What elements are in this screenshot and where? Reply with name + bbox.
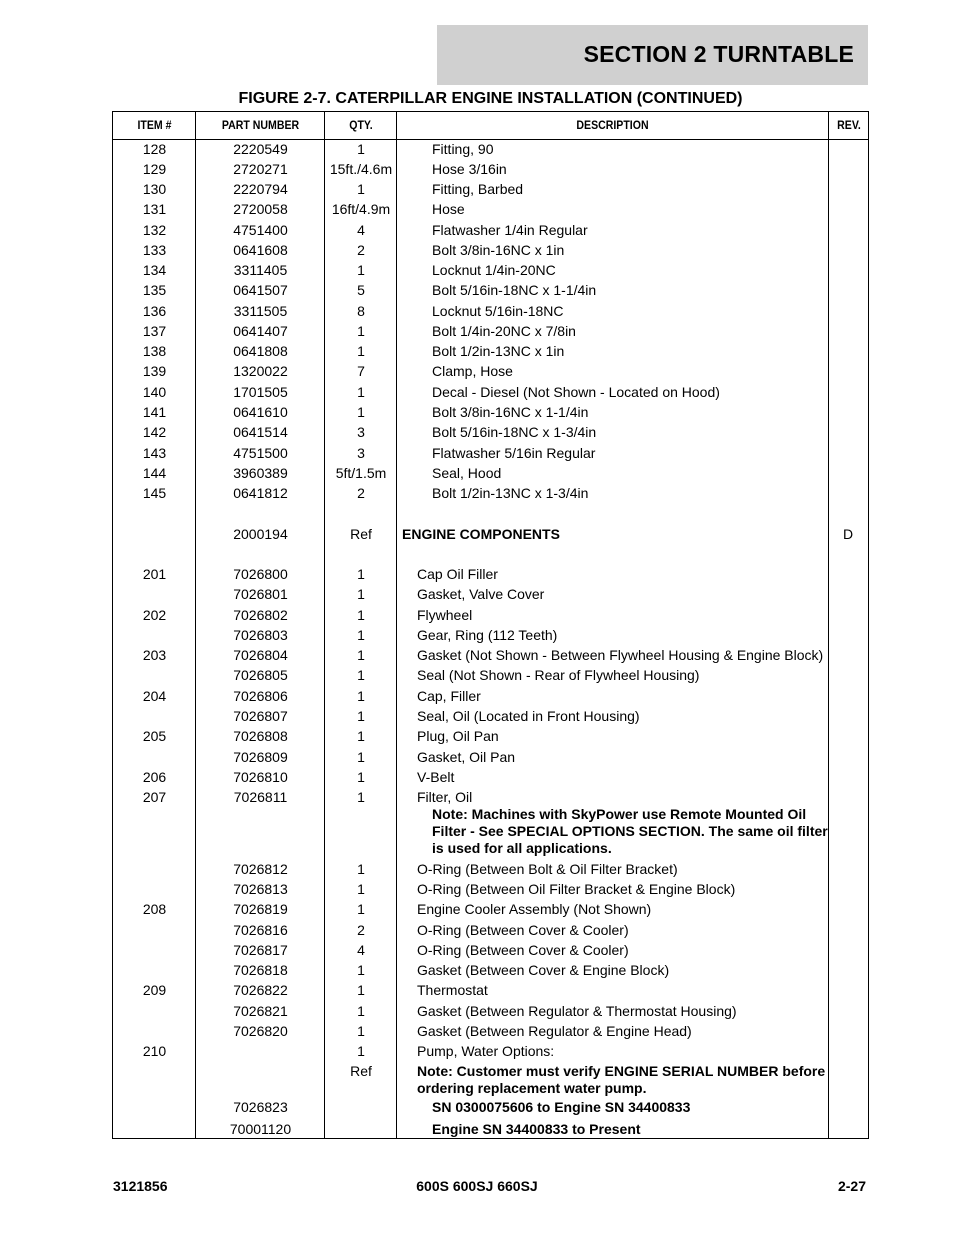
item-cell: 201	[142, 566, 167, 582]
part-number-cell: 7026808	[233, 728, 288, 744]
qty-cell: 7	[357, 363, 365, 379]
description-cell: Fitting, Barbed	[432, 181, 524, 197]
footer-page-number: 2-27	[837, 1178, 866, 1194]
qty-cell: 5ft/1.5m	[335, 465, 387, 481]
part-number-cell: 3311505	[233, 303, 288, 319]
item-cell: 144	[142, 465, 167, 481]
qty-cell: 1	[357, 404, 365, 420]
footer-models: 600S 600SJ 660SJ	[416, 1178, 538, 1194]
item-cell: 205	[142, 728, 167, 744]
description-cell: Cap Oil Filler	[417, 566, 498, 582]
item-cell: 143	[142, 445, 167, 461]
description-cell: Flatwasher 5/16in Regular	[432, 445, 596, 461]
part-number-cell: 7026821	[233, 1003, 288, 1019]
qty-cell: 1	[357, 262, 365, 278]
part-number-cell: 2220794	[233, 181, 288, 197]
col-header-part-number: PART NUMBER	[221, 118, 300, 132]
description-cell: Gasket (Between Cover & Engine Block)	[417, 962, 670, 978]
item-cell: 142	[142, 424, 167, 440]
item-cell: 202	[142, 607, 167, 623]
footer-doc-number: 3121856	[113, 1178, 168, 1194]
description-cell: Seal, Hood	[432, 465, 502, 481]
description-cell: Seal (Not Shown - Rear of Flywheel Housing)	[417, 667, 700, 683]
description-cell: O-Ring (Between Bolt & Oil Filter Bracket)	[417, 861, 678, 877]
qty-cell: 2	[357, 242, 365, 258]
description-cell: O-Ring (Between Oil Filter Bracket & Engine Block)	[417, 881, 736, 897]
description-cell: SN 0300075606 to Engine SN 34400833	[432, 1099, 691, 1115]
item-cell: 145	[142, 485, 167, 501]
qty-cell: 1	[357, 343, 365, 359]
description-cell: Cap, Filler	[417, 688, 481, 704]
description-cell: Note: Customer must verify ENGINE SERIAL NUMBER before ordering replacement water pump.	[417, 1063, 826, 1096]
item-cell: 207	[142, 789, 167, 805]
qty-cell: 4	[357, 942, 365, 958]
part-number-cell: 0641808	[233, 343, 288, 359]
item-cell: 209	[142, 982, 167, 998]
item-cell: 136	[142, 303, 167, 319]
description-cell: Clamp, Hose	[432, 363, 513, 379]
item-cell: 210	[142, 1043, 167, 1059]
col-header-item: ITEM #	[137, 118, 172, 132]
item-cell: 203	[142, 647, 167, 663]
qty-cell: 1	[357, 181, 365, 197]
qty-cell: 1	[357, 962, 365, 978]
part-number-cell: 7026817	[233, 942, 288, 958]
description-cell: Decal - Diesel (Not Shown - Located on Hood)	[432, 384, 720, 400]
description-cell: Note: Machines with SkyPower use Remote Mounted Oil Filter - See SPECIAL OPTIONS SECTION. The same oil filter is used for all applications.	[432, 806, 828, 856]
qty-cell: 8	[357, 303, 365, 319]
part-number-cell: 0641507	[233, 282, 288, 298]
qty-cell: 1	[357, 708, 365, 724]
qty-cell: 1	[357, 566, 365, 582]
description-cell: O-Ring (Between Cover & Cooler)	[417, 922, 629, 938]
qty-cell: 1	[357, 901, 365, 917]
description-cell: V-Belt	[417, 769, 455, 785]
col-header-rev: REV.	[837, 118, 861, 132]
qty-cell: 1	[357, 1023, 365, 1039]
qty-cell: 3	[357, 424, 365, 440]
description-cell: Filter, Oil	[417, 789, 473, 805]
part-number-cell: 7026805	[233, 667, 288, 683]
item-cell: 138	[142, 343, 167, 359]
part-number-cell: 7026820	[233, 1023, 288, 1039]
description-cell: Gear, Ring (112 Teeth)	[417, 627, 558, 643]
qty-cell: Ref	[350, 1063, 372, 1079]
description-cell: Flatwasher 1/4in Regular	[432, 222, 588, 238]
qty-cell: 15ft./4.6m	[329, 161, 393, 177]
item-cell: 132	[142, 222, 167, 238]
item-cell: 134	[142, 262, 167, 278]
description-cell: Gasket (Between Regulator & Thermostat Housing)	[417, 1003, 737, 1019]
header-divider	[113, 139, 868, 140]
part-number-cell: 1701505	[233, 384, 288, 400]
qty-cell: Ref	[350, 526, 372, 542]
qty-cell: 1	[357, 141, 365, 157]
part-number-cell: 2720058	[233, 201, 288, 217]
part-number-cell: 7026802	[233, 607, 288, 623]
item-cell: 137	[142, 323, 167, 339]
description-cell: Fitting, 90	[432, 141, 494, 157]
part-number-cell: 4751400	[233, 222, 288, 238]
item-cell: 128	[142, 141, 167, 157]
description-cell: O-Ring (Between Cover & Cooler)	[417, 942, 629, 958]
part-number-cell: 0641608	[233, 242, 288, 258]
part-number-cell: 7026823	[233, 1099, 288, 1115]
section-title: SECTION 2 TURNTABLE	[583, 41, 854, 67]
part-number-cell: 7026809	[233, 749, 288, 765]
part-number-cell: 7026807	[233, 708, 288, 724]
qty-cell: 2	[357, 922, 365, 938]
description-cell: Plug, Oil Pan	[417, 728, 499, 744]
qty-cell: 1	[357, 384, 365, 400]
qty-cell: 2	[357, 485, 365, 501]
item-cell: 133	[142, 242, 167, 258]
part-number-cell: 7026803	[233, 627, 288, 643]
description-cell: Engine SN 34400833 to Present	[432, 1121, 641, 1137]
description-cell: Bolt 1/2in-13NC x 1in	[432, 343, 565, 359]
qty-cell: 1	[357, 881, 365, 897]
description-cell: Hose 3/16in	[432, 161, 507, 177]
part-number-cell: 7026822	[233, 982, 288, 998]
part-number-cell: 7026800	[233, 566, 288, 582]
part-number-cell: 7026810	[233, 769, 288, 785]
description-cell: Seal, Oil (Located in Front Housing)	[417, 708, 640, 724]
part-number-cell: 2220549	[233, 141, 288, 157]
qty-cell: 1	[357, 647, 365, 663]
part-number-cell: 70001120	[229, 1121, 292, 1137]
description-cell: Bolt 5/16in-18NC x 1-1/4in	[432, 282, 597, 298]
description-cell: ENGINE COMPONENTS	[402, 526, 560, 542]
part-number-cell: 7026801	[233, 586, 288, 602]
description-cell: Gasket (Not Shown - Between Flywheel Housing & Engine Block)	[417, 647, 824, 663]
description-cell: Locknut 1/4in-20NC	[432, 262, 556, 278]
item-cell: 141	[142, 404, 167, 420]
description-cell: Flywheel	[417, 607, 473, 623]
qty-cell: 1	[357, 728, 365, 744]
qty-cell: 1	[357, 789, 365, 805]
part-number-cell: 2000194	[233, 526, 288, 542]
item-cell: 208	[142, 901, 167, 917]
part-number-cell: 4751500	[233, 445, 288, 461]
description-cell: Bolt 5/16in-18NC x 1-3/4in	[432, 424, 597, 440]
parts-table	[112, 111, 869, 1139]
part-number-cell: 3960389	[233, 465, 288, 481]
description-cell: Hose	[432, 201, 465, 217]
part-number-cell: 7026806	[233, 688, 288, 704]
item-cell: 140	[142, 384, 167, 400]
part-number-cell: 7026816	[233, 922, 288, 938]
part-number-cell: 7026804	[233, 647, 288, 663]
item-cell: 206	[142, 769, 167, 785]
qty-cell: 1	[357, 607, 365, 623]
item-cell: 204	[142, 688, 167, 704]
part-number-cell: 7026818	[233, 962, 288, 978]
qty-cell: 5	[357, 282, 365, 298]
section-header	[437, 25, 868, 85]
qty-cell: 1	[357, 688, 365, 704]
part-number-cell: 7026813	[233, 881, 288, 897]
description-cell: Locknut 5/16in-18NC	[432, 303, 564, 319]
qty-cell: 1	[357, 586, 365, 602]
part-number-cell: 0641610	[233, 404, 288, 420]
description-cell: Thermostat	[417, 982, 488, 998]
qty-cell: 3	[357, 445, 365, 461]
column-divider	[828, 112, 829, 1138]
qty-cell: 1	[357, 627, 365, 643]
qty-cell: 4	[357, 222, 365, 238]
col-header-qty: QTY.	[349, 118, 373, 132]
qty-cell: 1	[357, 769, 365, 785]
part-number-cell: 3311405	[233, 262, 288, 278]
qty-cell: 1	[357, 1043, 365, 1059]
description-cell: Gasket (Between Regulator & Engine Head)	[417, 1023, 692, 1039]
item-cell: 135	[142, 282, 167, 298]
part-number-cell: 0641812	[233, 485, 288, 501]
qty-cell: 1	[357, 323, 365, 339]
part-number-cell: 7026811	[233, 789, 288, 805]
qty-cell: 1	[357, 861, 365, 877]
description-cell: Bolt 3/8in-16NC x 1-1/4in	[432, 404, 589, 420]
col-header-description: DESCRIPTION	[576, 118, 649, 132]
item-cell: 130	[142, 181, 167, 197]
part-number-cell: 7026812	[233, 861, 288, 877]
description-cell: Bolt 3/8in-16NC x 1in	[432, 242, 565, 258]
qty-cell: 1	[357, 982, 365, 998]
item-cell: 139	[142, 363, 167, 379]
description-cell: Pump, Water Options:	[417, 1043, 555, 1059]
qty-cell: 16ft/4.9m	[331, 201, 391, 217]
description-cell: Bolt 1/2in-13NC x 1-3/4in	[432, 485, 589, 501]
item-cell: 131	[142, 201, 167, 217]
part-number-cell: 0641514	[233, 424, 288, 440]
qty-cell: 1	[357, 1003, 365, 1019]
description-cell: Bolt 1/4in-20NC x 7/8in	[432, 323, 576, 339]
description-cell: Gasket, Valve Cover	[417, 586, 545, 602]
item-cell: 129	[142, 161, 167, 177]
figure-title: FIGURE 2-7. CATERPILLAR ENGINE INSTALLATION (CONTINUED)	[238, 90, 743, 107]
part-number-cell: 1320022	[233, 363, 288, 379]
part-number-cell: 0641407	[233, 323, 288, 339]
qty-cell: 1	[357, 667, 365, 683]
qty-cell: 1	[357, 749, 365, 765]
description-cell: Gasket, Oil Pan	[417, 749, 516, 765]
part-number-cell: 7026819	[233, 901, 288, 917]
description-cell: Engine Cooler Assembly (Not Shown)	[417, 901, 652, 917]
part-number-cell: 2720271	[233, 161, 288, 177]
rev-cell: D	[842, 526, 854, 542]
